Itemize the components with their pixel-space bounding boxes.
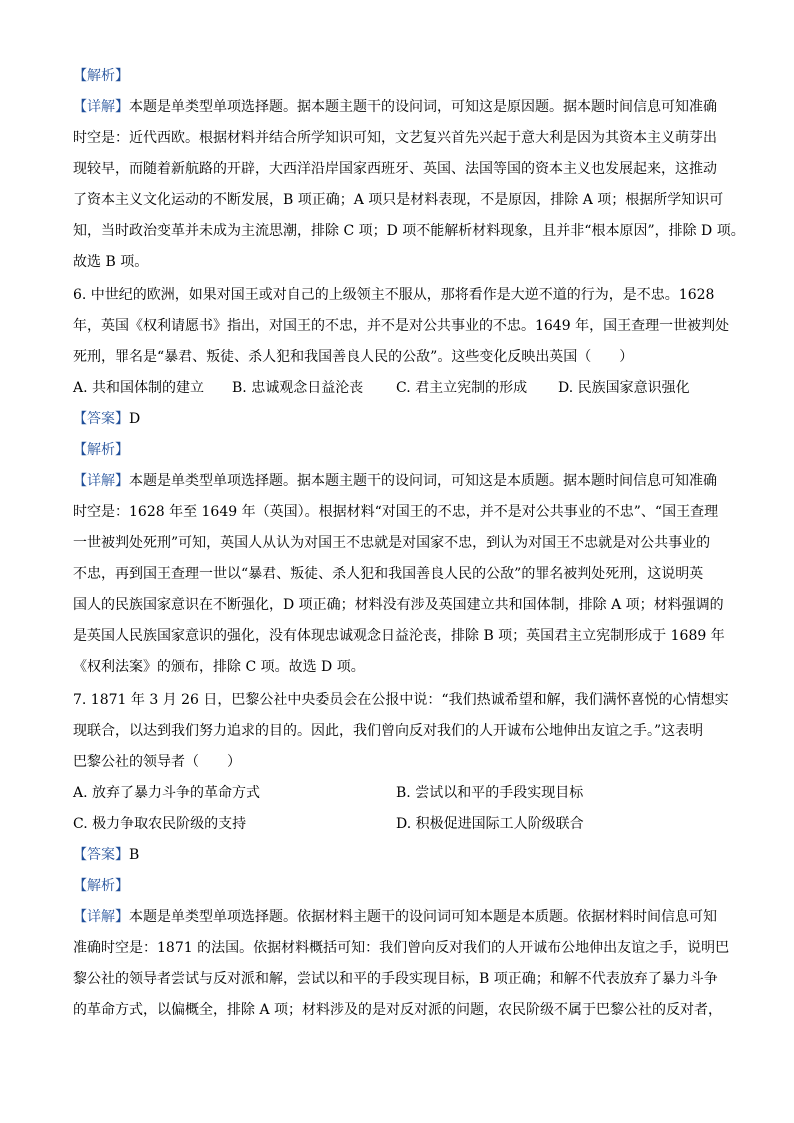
q7-answer-value: B	[129, 847, 140, 863]
q6-answer	[73, 409, 140, 429]
q5-explanation-line: 了资本主义文化运动的不断发展，B 项正确；A 项只是材料表现，不是原因，排除 A 项；根据所学知识可	[73, 192, 724, 208]
q7-explanation-line: 黎公社的领导者尝试与反对派和解，尝试以和平的手段实现目标，B 项正确；和解不代表放弃了暴力斗争	[73, 971, 718, 987]
q6-stem-line: 年，英国《权利请愿书》指出，对国王的不忠，并不是对公共事业的不忠。1649 年，国王查理一世被判处	[73, 318, 730, 334]
q6-detail-tag: 【详解】	[73, 473, 129, 489]
q6-option-d: D. 民族国家意识强化	[558, 380, 690, 396]
q6-explanation-line: 一世被判处死刑”可知，英国人从认为对国王不忠就是对国家不忠，到认为对国王不忠就是对公共事业的	[73, 535, 711, 551]
q7-detail-tag: 【详解】	[73, 909, 129, 925]
q5-explanation-line: 知，当时政治变革并未成为主流思潮，排除 C 项；D 项不能解析材料现象，且并非“根本原因”，排除 D 项。	[73, 223, 745, 239]
q7-stem-line: 巴黎公社的领导者（ ）	[73, 754, 241, 770]
q6-explanation-line: 时空是：1628 年至 1649 年（英国）。根据材料“对国王的不忠，并不是对公共事业的不忠”、“国王查理	[73, 504, 719, 520]
q5-explanation-line: 时空是：近代西欧。根据材料并结合所学知识可知，文艺复兴首先兴起于意大利是因为其资本主义萌芽出	[73, 130, 717, 146]
q6-explanation-line: 【详解】本题是单类型单项选择题。据本题主题干的设问词，可知这是本质题。据本题时间信息可知准确	[73, 473, 717, 489]
q6-explanation-line: 国人的民族国家意识在不断强化，D 项正确；材料没有涉及英国建立共和国体制，排除 A 项；材料强调的	[73, 597, 724, 613]
q6-answer-value: D	[129, 411, 141, 427]
q7-option-d: D. 积极促进国际工人阶级联合	[396, 816, 584, 832]
q7-explanation-line: 的革命方式，以偏概全，排除 A 项；材料涉及的是对反对派的问题，农民阶级不属于巴黎公社的反对者，	[73, 1002, 723, 1018]
q6-explanation-line: 是英国人民族国家意识的强化，没有体现忠诚观念日益沦丧，排除 B 项；英国君主立宪制形成于 1689 年	[73, 628, 725, 644]
q7-answer-tag: 【答案】	[73, 847, 129, 863]
q6-option-a: A. 共和国体制的建立	[73, 380, 205, 396]
q7-answer	[73, 845, 139, 865]
q5-explanation-line: 故选 B 项。	[73, 254, 149, 270]
q5-explanation-line: 现较早，而随着新航路的开辟，大西洋沿岸国家西班牙、英国、法国等国的资本主义也发展起来，这推动	[73, 161, 717, 177]
q7-option-b: B. 尝试以和平的手段实现目标	[396, 785, 584, 801]
q5-explanation-line: 【详解】本题是单类型单项选择题。据本题主题干的设问词，可知这是原因题。据本题时间信息可知准确	[73, 99, 717, 115]
q6-explanation-line: 不忠，再到国王查理一世以“暴君、叛徒、杀人犯和我国善良人民的公敌”的罪名被判处死刑，这说明英	[73, 566, 704, 582]
q7-option-c: C. 极力争取农民阶级的支持	[73, 816, 247, 832]
q6-explanation-line: 《权利法案》的颁布，排除 C 项。故选 D 项。	[73, 659, 365, 675]
q6-option-b: B. 忠诚观念日益沦丧	[232, 380, 364, 396]
q7-explanation-line: 准确时空是：1871 的法国。依据材料概括可知：我们曾向反对我们的人开诚布公地伸出友谊之手，说明巴	[73, 940, 730, 956]
q7-analysis-heading: 【解析】	[73, 878, 129, 894]
q6-analysis-heading: 【解析】	[73, 442, 129, 458]
q7-stem-line: 现联合，以达到我们努力追求的目的。因此，我们曾向反对我们的人开诚布公地伸出友谊之手。”这表明	[73, 723, 704, 739]
q7-explanation-line: 【详解】本题是单类型单项选择题。依据材料主题干的设问词可知本题是本质题。依据材料时间信息可知	[73, 909, 717, 925]
q7-option-a: A. 放弃了暴力斗争的革命方式	[73, 785, 261, 801]
q5-analysis-heading: 【解析】	[73, 68, 129, 84]
q6-option-c: C. 君主立宪制的形成	[396, 380, 528, 396]
q6-stem-line: 死刑，罪名是“暴君、叛徒、杀人犯和我国善良人民的公敌”。这些变化反映出英国（ ）	[73, 349, 634, 365]
q5-detail-tag: 【详解】	[73, 99, 129, 115]
q6-stem-line: 6. 中世纪的欧洲，如果对国王或对自己的上级领主不服从，那将看作是大逆不道的行为，是不忠。1628	[73, 287, 715, 303]
q7-stem-line: 7. 1871 年 3 月 26 日，巴黎公社中央委员会在公报中说：“我们热诚希望和解，我们满怀喜悦的心情想实	[73, 692, 729, 708]
q6-answer-tag: 【答案】	[73, 411, 129, 427]
